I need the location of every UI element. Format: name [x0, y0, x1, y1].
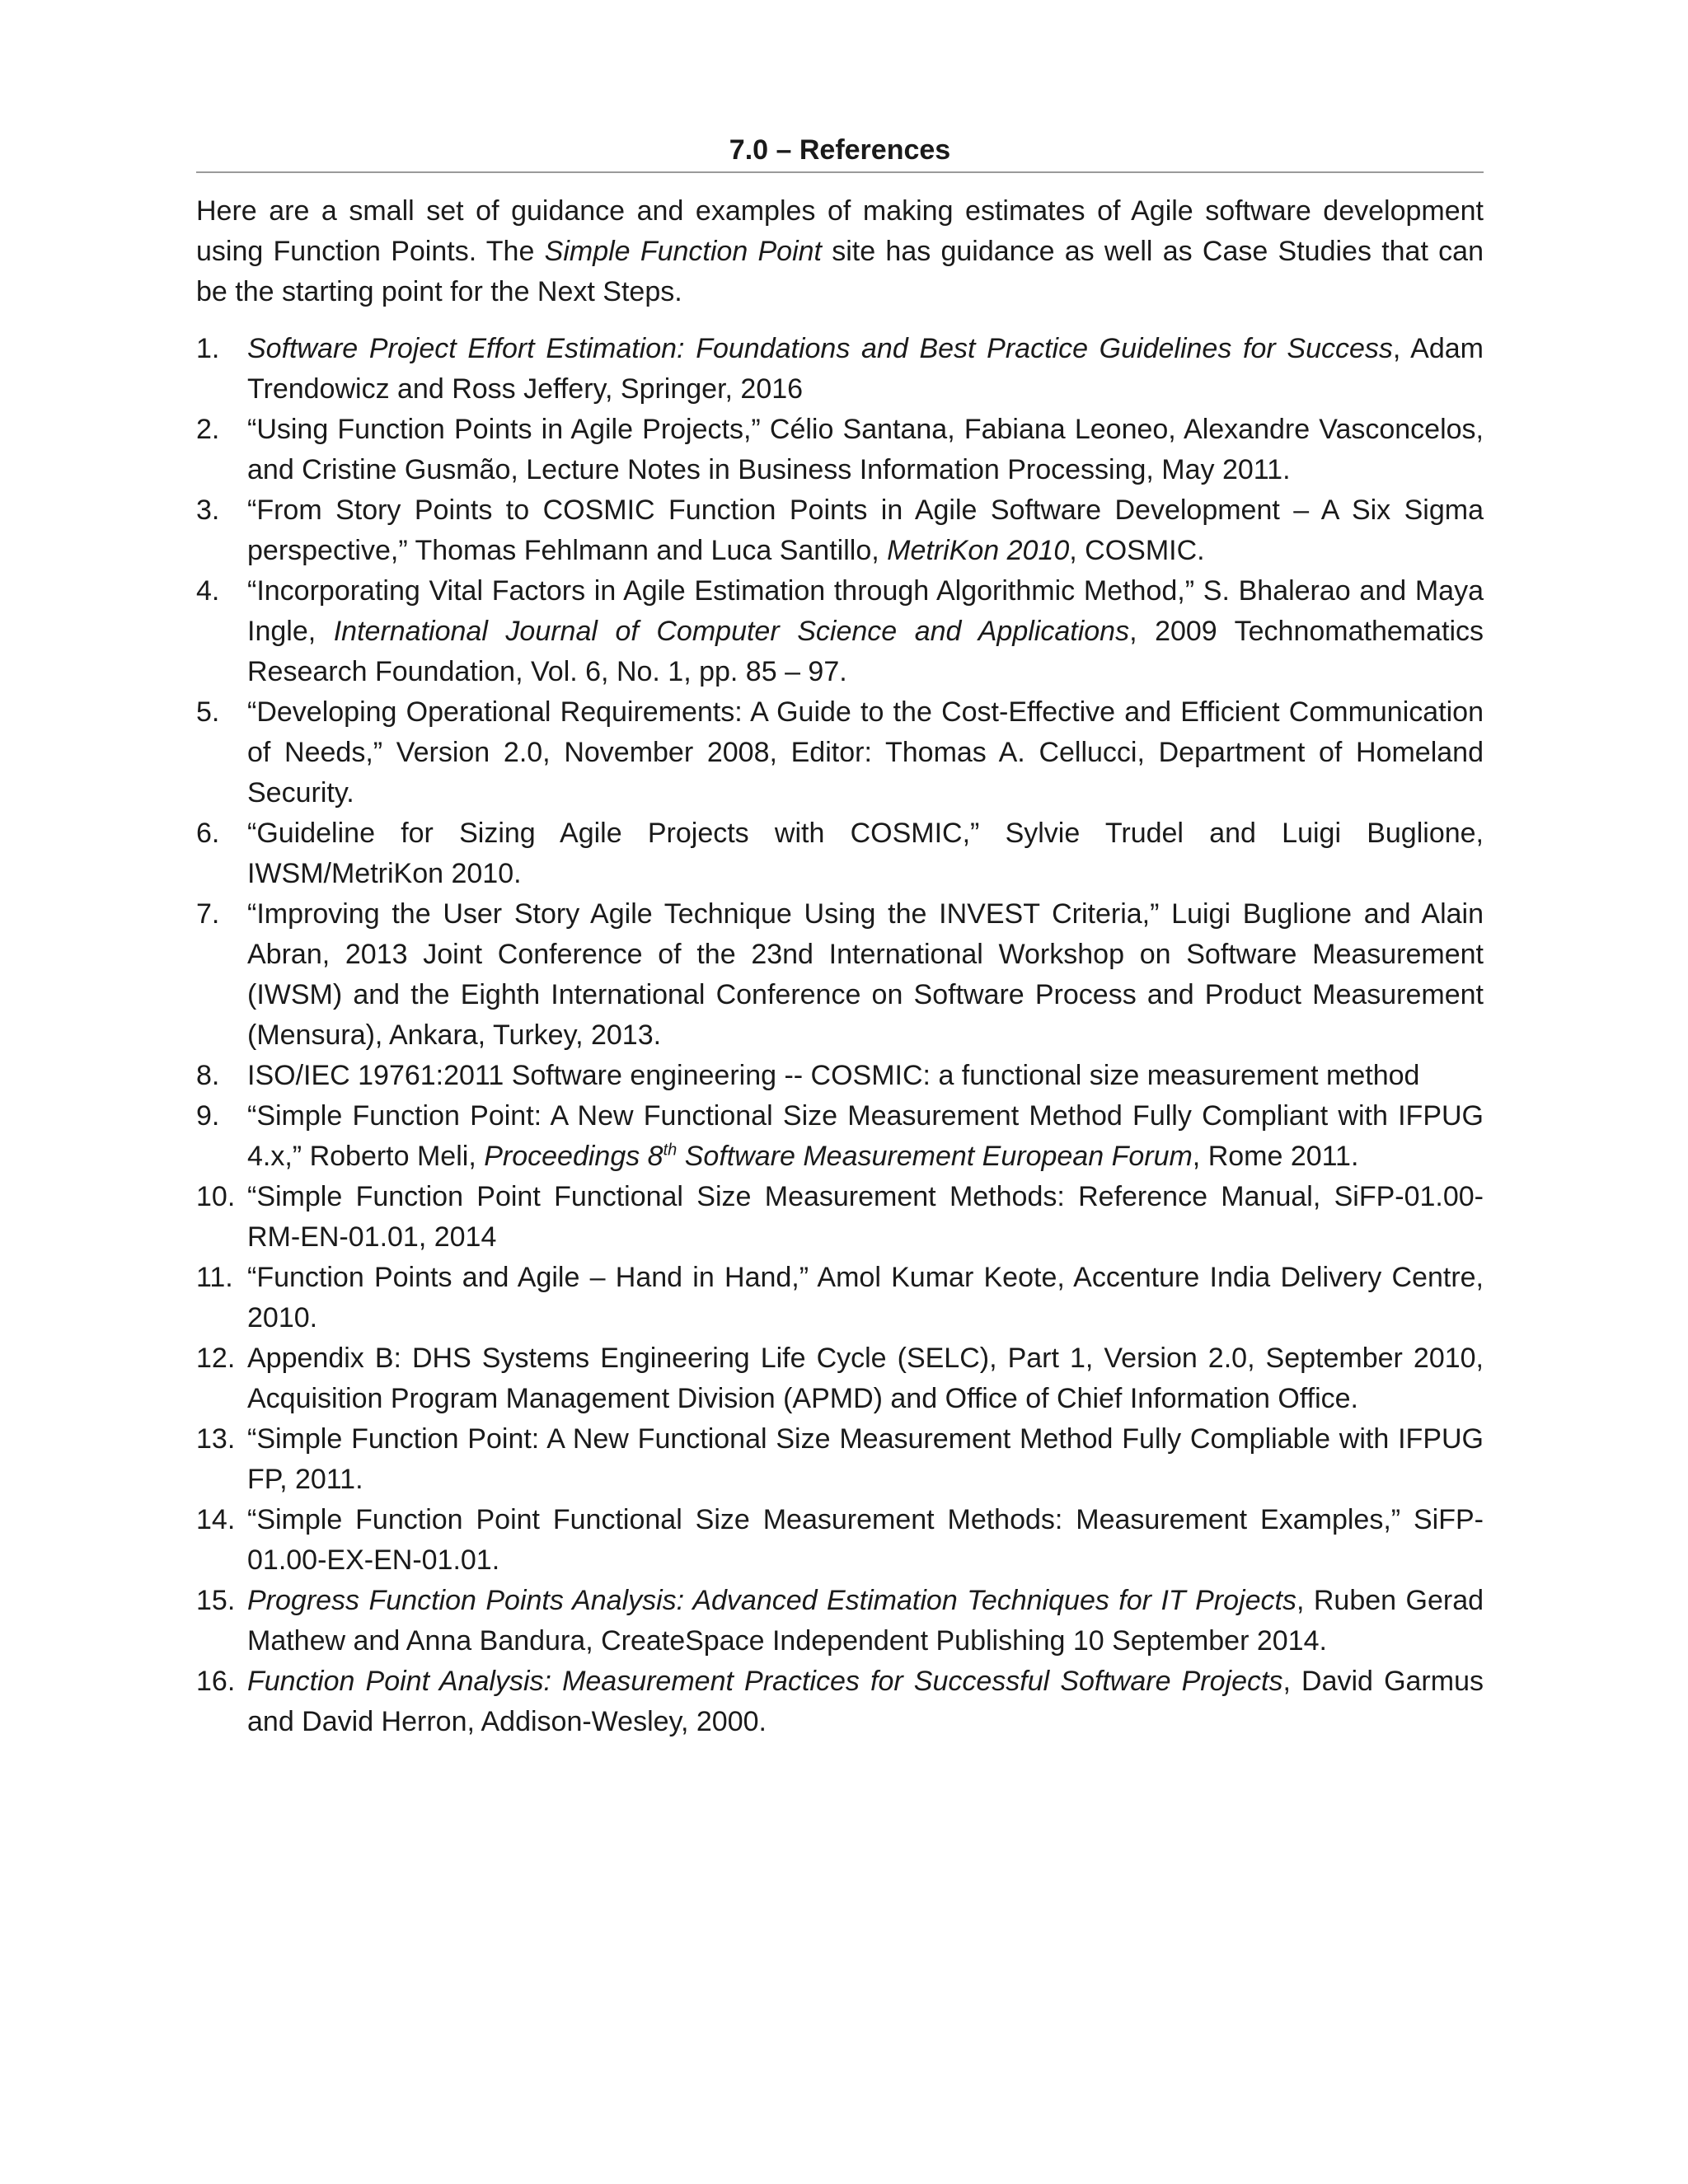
reference-number: 16.	[196, 1666, 236, 1697]
reference-item	[196, 410, 1484, 490]
reference-number: 13.	[196, 1423, 236, 1455]
reference-number: 10.	[196, 1181, 236, 1212]
reference-item	[196, 692, 1484, 813]
reference-text: Progress Function Points Analysis: Advanced Estimation Techniques for IT Projects, Ruben Gerad Mathew and Anna Bandura, CreateSpace Independent Publishing 10 September 2014.	[247, 1585, 1484, 1657]
reference-number: 5.	[196, 696, 220, 728]
reference-text: “Using Function Points in Agile Projects,” Célio Santana, Fabiana Leoneo, Alexandre Vasconcelos, and Cristine Gusmão, Lecture Notes in Business Information Processing, May 2011.	[247, 414, 1484, 485]
reference-number: 8.	[196, 1060, 220, 1091]
reference-item	[196, 1661, 1484, 1742]
reference-item	[196, 1056, 1484, 1096]
reference-item	[196, 1581, 1484, 1661]
reference-item	[196, 571, 1484, 692]
reference-list	[196, 329, 1484, 1742]
intro-italic: Simple Function Point	[544, 236, 822, 267]
intro-paragraph	[196, 191, 1484, 312]
reference-text: “Function Points and Agile – Hand in Hand,” Amol Kumar Keote, Accenture India Delivery Centre, 2010.	[247, 1262, 1484, 1333]
reference-number: 9.	[196, 1100, 220, 1132]
reference-text: “Improving the User Story Agile Technique Using the INVEST Criteria,” Luigi Buglione and Alain Abran, 2013 Joint Conference of the 23nd International Workshop on Software Measurement (IWSM) and the Eighth International Conference on Software Process and Product Measurement (Mensura), Ankara, Turkey, 2013.	[247, 898, 1484, 1051]
reference-text: Function Point Analysis: Measurement Practices for Successful Software Projects, David Garmus and David Herron, Addison-Wesley, 2000.	[247, 1666, 1484, 1737]
reference-number: 4.	[196, 575, 220, 607]
reference-text: “Simple Function Point Functional Size Measurement Methods: Measurement Examples,” SiFP-01.00-EX-EN-01.01.	[247, 1504, 1484, 1576]
reference-item	[196, 1338, 1484, 1419]
reference-text: “Simple Function Point: A New Functional Size Measurement Method Fully Compliable with IFPUG FP, 2011.	[247, 1423, 1484, 1495]
reference-number: 7.	[196, 898, 220, 930]
reference-text: Appendix B: DHS Systems Engineering Life Cycle (SELC), Part 1, Version 2.0, September 2010, Acquisition Program Management Division (APMD) and Office of Chief Information Office.	[247, 1343, 1484, 1414]
reference-number: 11.	[196, 1262, 233, 1293]
reference-item	[196, 329, 1484, 410]
reference-item	[196, 1096, 1484, 1177]
reference-text: ISO/IEC 19761:2011 Software engineering -- COSMIC: a functional size measurement method	[247, 1060, 1420, 1091]
reference-item	[196, 1419, 1484, 1500]
reference-number: 2.	[196, 414, 220, 445]
section-heading: 7.0 – References	[196, 130, 1484, 173]
reference-number: 3.	[196, 494, 220, 526]
reference-text: “Simple Function Point Functional Size Measurement Methods: Reference Manual, SiFP-01.00-RM-EN-01.01, 2014	[247, 1181, 1484, 1253]
intro-text-1: Here are a small set of guidance and examples of making estimates of Agile software development using Function Points. The	[196, 195, 1484, 267]
reference-text: Software Project Effort Estimation: Foundations and Best Practice Guidelines for Success, Adam Trendowicz and Ross Jeffery, Springer, 2016	[247, 333, 1484, 405]
reference-text: “From Story Points to COSMIC Function Points in Agile Software Development – A Six Sigma perspective,” Thomas Fehlmann and Luca Santillo, MetriKon 2010, COSMIC.	[247, 494, 1484, 566]
reference-item	[196, 813, 1484, 894]
reference-number: 1.	[196, 333, 220, 364]
reference-number: 12.	[196, 1343, 236, 1374]
reference-item	[196, 490, 1484, 571]
reference-number: 6.	[196, 818, 220, 849]
reference-number: 15.	[196, 1585, 236, 1616]
reference-item	[196, 1177, 1484, 1258]
references-section	[196, 130, 1484, 1742]
reference-text: “Developing Operational Requirements: A Guide to the Cost-Effective and Efficient Communication of Needs,” Version 2.0, November 2008, Editor: Thomas A. Cellucci, Department of Homeland Security.	[247, 696, 1484, 808]
reference-item	[196, 1258, 1484, 1338]
reference-text: “Guideline for Sizing Agile Projects with COSMIC,” Sylvie Trudel and Luigi Buglione, IWSM/MetriKon 2010.	[247, 818, 1484, 889]
reference-text: “Incorporating Vital Factors in Agile Estimation through Algorithmic Method,” S. Bhalerao and Maya Ingle, International Journal of Computer Science and Applications, 2009 Technomathematics Research Foundation, Vol. 6, No. 1, pp. 85 – 97.	[247, 575, 1484, 687]
reference-item	[196, 894, 1484, 1056]
intro-text-2: site has guidance as well as Case Studies that can be the starting point for the Next Steps.	[196, 236, 1484, 307]
reference-number: 14.	[196, 1504, 236, 1535]
reference-text: “Simple Function Point: A New Functional Size Measurement Method Fully Compliant with IFPUG 4.x,” Roberto Meli, Proceedings 8th Software Measurement European Forum, Rome 2011.	[247, 1100, 1484, 1172]
reference-item	[196, 1500, 1484, 1581]
